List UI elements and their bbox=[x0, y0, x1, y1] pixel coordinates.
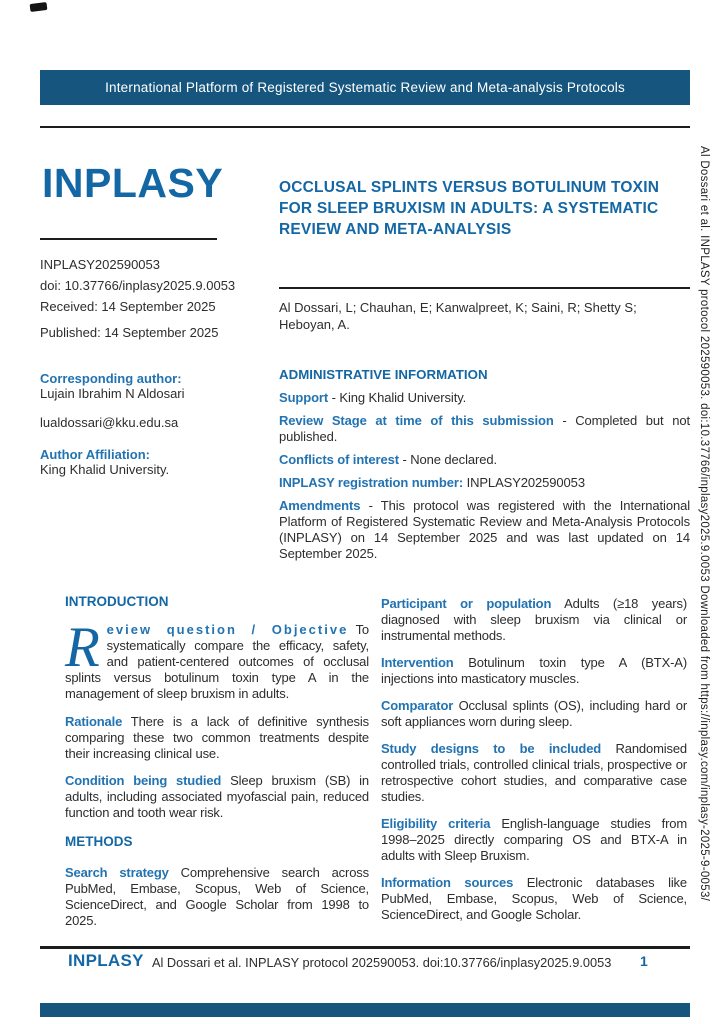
separator bbox=[490, 816, 501, 831]
admin-item-text: King Khalid University. bbox=[339, 390, 467, 405]
condition-text: Sleep bruxism (SB) in adults, including associated myofascial pain, reduced function and tooth wear risk. bbox=[65, 773, 369, 820]
published-date: Published: 14 September 2025 bbox=[40, 325, 219, 340]
rationale-text: There is a lack of definitive synthesis comparing these two common treatments despite their increasing clinical use. bbox=[65, 714, 369, 761]
admin-item-label: Review Stage at time of this submission bbox=[279, 413, 554, 428]
methods-heading: METHODS bbox=[65, 834, 133, 849]
search-strategy-label: Search strategy bbox=[65, 865, 169, 880]
participant-paragraph bbox=[381, 596, 687, 644]
platform-banner bbox=[40, 70, 690, 105]
authors-divider bbox=[279, 287, 690, 289]
information-sources-label: Information sources bbox=[381, 875, 514, 890]
information-sources-paragraph bbox=[381, 875, 687, 923]
admin-item-amendments bbox=[279, 498, 690, 562]
admin-item-review-stage bbox=[279, 413, 690, 445]
admin-item-support bbox=[279, 390, 690, 406]
eligibility-text: English-language studies from 1998–2025 directly comparing OS and BTX-A in adults with Sleep Bruxism. bbox=[381, 816, 688, 863]
separator bbox=[169, 865, 181, 880]
separator bbox=[454, 655, 469, 670]
search-strategy-paragraph bbox=[65, 865, 369, 929]
page-number: 1 bbox=[640, 953, 648, 969]
body-two-columns bbox=[65, 594, 687, 929]
body-right-column bbox=[381, 594, 687, 929]
sidebar-citation-vertical: Al Dossari et al. INPLASY protocol 202590053. doi:10.37766/inplasy2025.9.0053 Downloaded from https://inplasy.com/inplasy-2025-9-0053/ bbox=[698, 146, 710, 902]
separator bbox=[221, 773, 230, 788]
separator bbox=[601, 741, 615, 756]
participant-text: Adults (≥18 years) diagnosed with sleep bruxism via clinical or instrumental methods. bbox=[381, 596, 688, 643]
separator bbox=[513, 875, 527, 890]
intervention-label: Intervention bbox=[381, 655, 454, 670]
intervention-text: Botulinum toxin type A (BTX-A) injections into masticatory muscles. bbox=[381, 655, 687, 686]
bottom-blue-bar bbox=[40, 1003, 690, 1017]
received-date: Received: 14 September 2025 bbox=[40, 299, 216, 314]
affiliation-label: Author Affiliation: bbox=[40, 447, 150, 462]
corresponding-author-email: lualdossari@kku.edu.sa bbox=[40, 415, 179, 430]
eligibility-paragraph bbox=[381, 816, 687, 864]
objective-label: eview question / Objective bbox=[106, 622, 349, 637]
corresponding-author-name: Lujain Ibrahim N Aldosari bbox=[40, 386, 185, 401]
participant-label: Participant or population bbox=[381, 596, 552, 611]
admin-item-conflicts bbox=[279, 452, 690, 468]
footer-brand: INPLASY bbox=[68, 951, 144, 970]
separator bbox=[551, 596, 564, 611]
corresponding-author-label: Corresponding author: bbox=[40, 371, 182, 386]
drop-cap: R bbox=[65, 616, 100, 679]
author-info-block bbox=[40, 371, 185, 477]
platform-banner-text: International Platform of Registered Systematic Review and Meta-analysis Protocols bbox=[105, 80, 625, 95]
admin-heading: ADMINISTRATIVE INFORMATION bbox=[279, 367, 488, 382]
condition-paragraph bbox=[65, 773, 369, 821]
title-line: FOR SLEEP BRUXISM IN ADULTS: A SYSTEMATIC bbox=[279, 200, 659, 217]
body-left-column bbox=[65, 594, 369, 929]
protocol-title bbox=[279, 177, 691, 240]
title-line: OCCLUSAL SPLINTS VERSUS BOTULINUM TOXIN bbox=[279, 179, 660, 196]
search-strategy-text: Comprehensive search across PubMed, Embase, Scopus, Web of Science, ScienceDirect, and Google Scholar from 1998 to 2025. bbox=[65, 865, 369, 928]
comparator-text: Occlusal splints (OS), including hard or soft appliances worn during sleep. bbox=[381, 698, 687, 729]
study-designs-text: Randomised controlled trials, controlled clinical trials, prospective or retrospective cohort studies, and comparative case studies. bbox=[381, 741, 688, 804]
footer-citation: Al Dossari et al. INPLASY protocol 202590053. doi:10.37766/inplasy2025.9.0053 bbox=[152, 955, 612, 970]
study-designs-paragraph bbox=[381, 741, 687, 805]
comparator-paragraph bbox=[381, 698, 687, 730]
comparator-label: Comparator bbox=[381, 698, 454, 713]
admin-item-label: Conflicts of interest bbox=[279, 452, 399, 467]
admin-item-text: None declared. bbox=[410, 452, 498, 467]
separator bbox=[348, 622, 355, 637]
logo-divider bbox=[40, 238, 217, 240]
separator: - bbox=[398, 452, 411, 467]
intervention-paragraph bbox=[381, 655, 687, 687]
scan-artifact bbox=[30, 2, 48, 12]
registration-id: INPLASY202590053 bbox=[40, 257, 160, 272]
admin-item-text: This protocol was registered with the International Platform of Registered Systematic Review and Meta-Analysis Protocols (INPLASY) on 14 September 2025 and was last updated on 14 September 2025. bbox=[279, 498, 690, 561]
rationale-label: Rationale bbox=[65, 714, 123, 729]
objective-text: To systematically compare the efficacy, safety, and patient-centered outcomes of occlusal splints versus botulinum toxin type A in the management of sleep bruxism in adults. bbox=[65, 622, 369, 701]
admin-item-text: INPLASY202590053 bbox=[466, 475, 585, 490]
separator: - bbox=[553, 413, 576, 428]
information-sources-text: Electronic databases like PubMed, Embase, Scopus, Web of Science, ScienceDirect, and Google Scholar. bbox=[381, 875, 687, 922]
admin-item-label: INPLASY registration number: bbox=[279, 475, 464, 490]
separator: - bbox=[328, 390, 340, 405]
top-divider bbox=[40, 126, 690, 128]
condition-label: Condition being studied bbox=[65, 773, 222, 788]
separator: - bbox=[360, 498, 381, 513]
introduction-heading: INTRODUCTION bbox=[65, 594, 169, 609]
footer-divider bbox=[40, 946, 690, 949]
admin-item-text: Completed but not published. bbox=[279, 413, 690, 444]
registration-meta bbox=[40, 254, 235, 343]
eligibility-label: Eligibility criteria bbox=[381, 816, 491, 831]
separator bbox=[122, 714, 131, 729]
title-line: REVIEW AND META-ANALYSIS bbox=[279, 221, 512, 238]
review-objective-paragraph bbox=[65, 616, 369, 702]
inplasy-logo: INPLASY bbox=[42, 160, 224, 206]
affiliation-value: King Khalid University. bbox=[40, 462, 170, 477]
rationale-paragraph bbox=[65, 714, 369, 762]
admin-item-label: Amendments bbox=[279, 498, 361, 513]
administrative-information bbox=[279, 367, 690, 562]
doi-line: doi: 10.37766/inplasy2025.9.0053 bbox=[40, 278, 236, 293]
study-designs-label: Study designs to be included bbox=[381, 741, 602, 756]
admin-item-registration-number bbox=[279, 475, 690, 491]
admin-item-label: Support bbox=[279, 390, 329, 405]
authors-list: Al Dossari, L; Chauhan, E; Kanwalpreet, K; Saini, R; Shetty S; Heboyan, A. bbox=[279, 300, 637, 332]
